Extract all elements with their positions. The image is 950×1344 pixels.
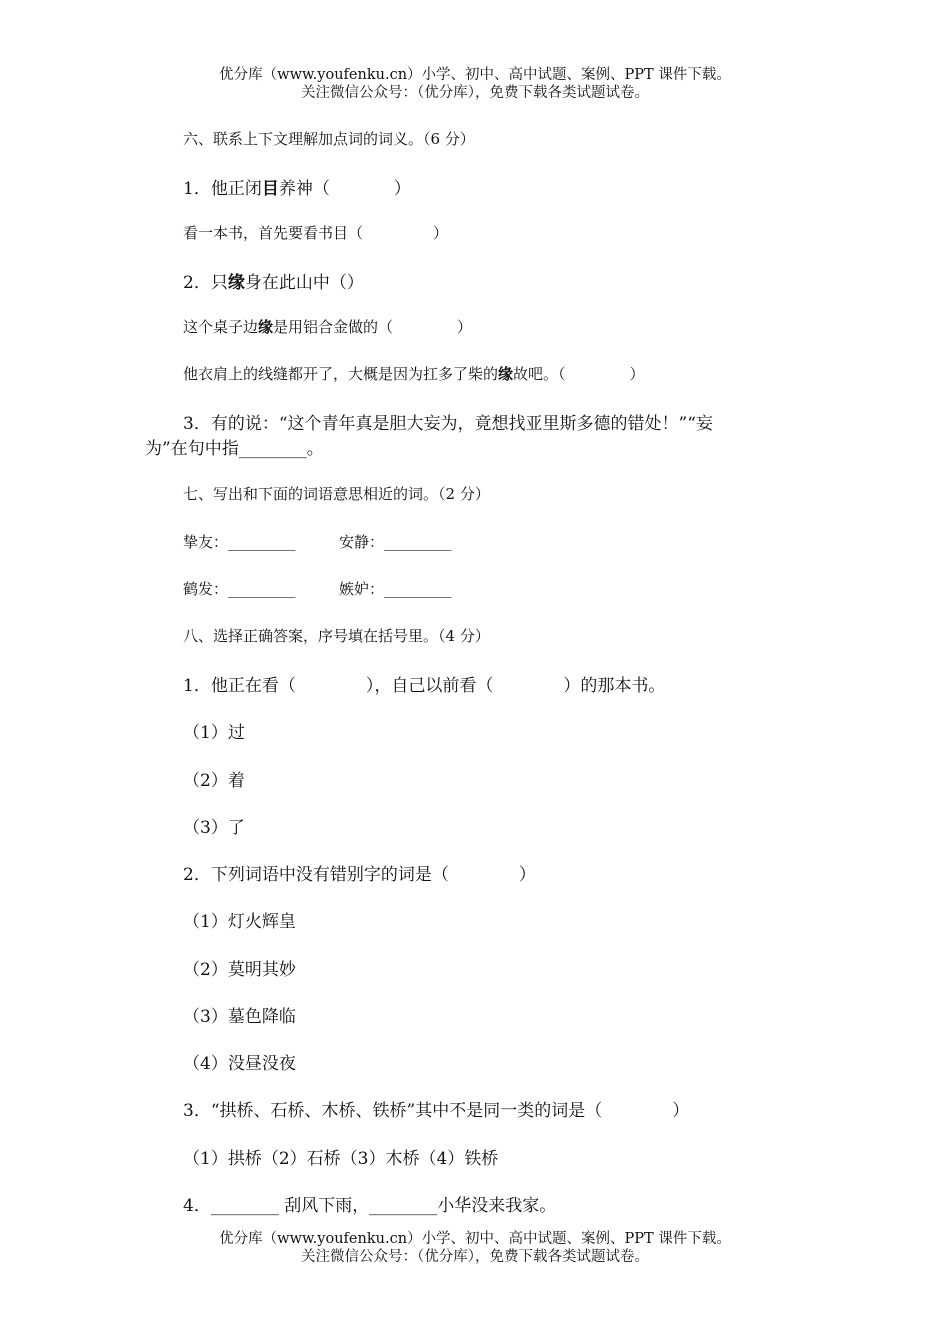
s8-q2-option-2: （2）莫明其妙 bbox=[183, 960, 296, 980]
s6-q2-sentence-a bbox=[183, 268, 364, 293]
s8-q4 bbox=[183, 1191, 556, 1216]
header-line-1: 优分库（www.youfenku.cn）小学、初中、高中试题、案例、PPT 课件下载。 bbox=[219, 67, 731, 83]
s7-word-2-blank[interactable]: _________ bbox=[384, 533, 452, 551]
s8-q4-part-a: 4． bbox=[183, 1196, 211, 1216]
s7-word-1-blank[interactable]: _________ bbox=[228, 533, 296, 551]
footer-line-1: 优分库（www.youfenku.cn）小学、初中、高中试题、案例、PPT 课件下载。 bbox=[219, 1231, 731, 1247]
s6-q2-sentence-b bbox=[183, 316, 472, 337]
s6-q3-line-1: 3．有的说：“这个青年真是胆大妄为，竟想找亚里斯多德的错处！”“妄 bbox=[183, 414, 713, 434]
s8-q1-part-c: ）的那本书。 bbox=[563, 676, 666, 696]
s6-q3-blank[interactable]: ________ bbox=[238, 439, 307, 459]
s8-q2-part-a: 2．下列词语中没有错别字的词是（ bbox=[183, 865, 449, 885]
s6-q1-sentence-a bbox=[183, 174, 411, 199]
s6-q1a-dotted-word: 目 bbox=[261, 179, 279, 199]
s8-q3-options: （1）拱桥（2）石桥（3）木桥（4）铁桥 bbox=[183, 1149, 499, 1169]
s6-q3-line2-post: 。 bbox=[306, 439, 324, 459]
s8-q4-part-b: 刮风下雨， bbox=[278, 1196, 370, 1216]
s6-q3-line-2 bbox=[145, 434, 324, 459]
s7-word-row-1 bbox=[183, 531, 296, 552]
s7-word-4-blank[interactable]: _________ bbox=[384, 580, 452, 598]
s8-q2-part-b: ） bbox=[518, 865, 536, 885]
section-6-title: 六、联系上下文理解加点词的词义。（6 分） bbox=[183, 130, 475, 148]
s8-q2-option-3: （3）墓色降临 bbox=[183, 1007, 296, 1027]
s6-q2b-dotted-word: 缘 bbox=[258, 318, 274, 336]
s6-q1-sentence-b bbox=[183, 222, 448, 243]
page-header bbox=[0, 66, 950, 102]
s8-q4-blank-2[interactable]: ________ bbox=[369, 1196, 438, 1216]
s6-q2a-dotted-word: 缘 bbox=[227, 273, 245, 293]
s6-q2a-pre: 2．只 bbox=[183, 273, 228, 293]
s8-q1-option-2: （2）着 bbox=[183, 771, 245, 791]
s6-q1b-close: ） bbox=[433, 224, 449, 242]
s6-q2b-post: 是用铝合金做的（ bbox=[273, 318, 394, 336]
s8-q1-option-3: （3）了 bbox=[183, 818, 245, 838]
s8-q2 bbox=[183, 860, 536, 885]
s6-q1a-post: 养神（ bbox=[278, 179, 330, 199]
s6-q2c-pre: 他衣肩上的线缝都开了，大概是因为扛多了柴的 bbox=[183, 365, 499, 383]
s7-word-row-2 bbox=[183, 578, 296, 599]
footer-line-2: 关注微信公众号：（优分库），免费下载各类试题试卷。 bbox=[301, 1249, 649, 1265]
s7-word-3-label: 鹤发： bbox=[183, 580, 229, 598]
s8-q4-blank-1[interactable]: ________ bbox=[210, 1196, 279, 1216]
s6-q2b-pre: 这个桌子边 bbox=[183, 318, 259, 336]
s6-q1a-pre: 1．他正闭 bbox=[183, 179, 262, 199]
page-footer bbox=[0, 1230, 950, 1266]
header-line-2: 关注微信公众号：（优分库），免费下载各类试题试卷。 bbox=[301, 85, 649, 101]
s8-q1-part-a: 1．他正在看（ bbox=[183, 676, 296, 696]
s7-word-row-2b bbox=[339, 578, 452, 599]
s6-q2a-post: 身在此山中（） bbox=[244, 273, 364, 293]
s8-q1-option-1: （1）过 bbox=[183, 723, 245, 743]
section-7-title: 七、写出和下面的词语意思相近的词。（2 分） bbox=[183, 485, 490, 503]
s8-q2-option-1: （1）灯火辉皇 bbox=[183, 912, 296, 932]
s6-q2b-close: ） bbox=[457, 318, 473, 336]
s6-q2c-dotted-word: 缘 bbox=[498, 365, 514, 383]
s6-q3-line2-pre: 为”在句中指 bbox=[145, 439, 239, 459]
s8-q3-part-b: ） bbox=[672, 1101, 690, 1121]
s8-q3 bbox=[183, 1096, 689, 1121]
s6-q2c-post: 故吧。（ bbox=[513, 365, 566, 383]
s7-word-4-label: 嫉妒： bbox=[339, 580, 385, 598]
s6-q2c-close: ） bbox=[629, 365, 645, 383]
s8-q2-option-4: （4）没昼没夜 bbox=[183, 1054, 296, 1074]
s7-word-row-1b bbox=[339, 531, 452, 552]
s8-q4-part-c: 小华没来我家。 bbox=[437, 1196, 557, 1216]
s7-word-2-label: 安静： bbox=[339, 533, 385, 551]
s6-q1a-close: ） bbox=[393, 179, 411, 199]
section-8-title: 八、选择正确答案，序号填在括号里。（4 分） bbox=[183, 627, 490, 645]
s7-word-3-blank[interactable]: _________ bbox=[228, 580, 296, 598]
s6-q2-sentence-c bbox=[183, 363, 645, 384]
s8-q3-part-a: 3．“拱桥、石桥、木桥、铁桥”其中不是同一类的词是（ bbox=[183, 1101, 603, 1121]
s8-q1-part-b: ），自己以前看（ bbox=[365, 676, 494, 696]
s7-word-1-label: 挚友： bbox=[183, 533, 229, 551]
s8-q1 bbox=[183, 671, 665, 696]
s6-q1b-pre: 看一本书，首先要看书目（ bbox=[183, 224, 364, 242]
